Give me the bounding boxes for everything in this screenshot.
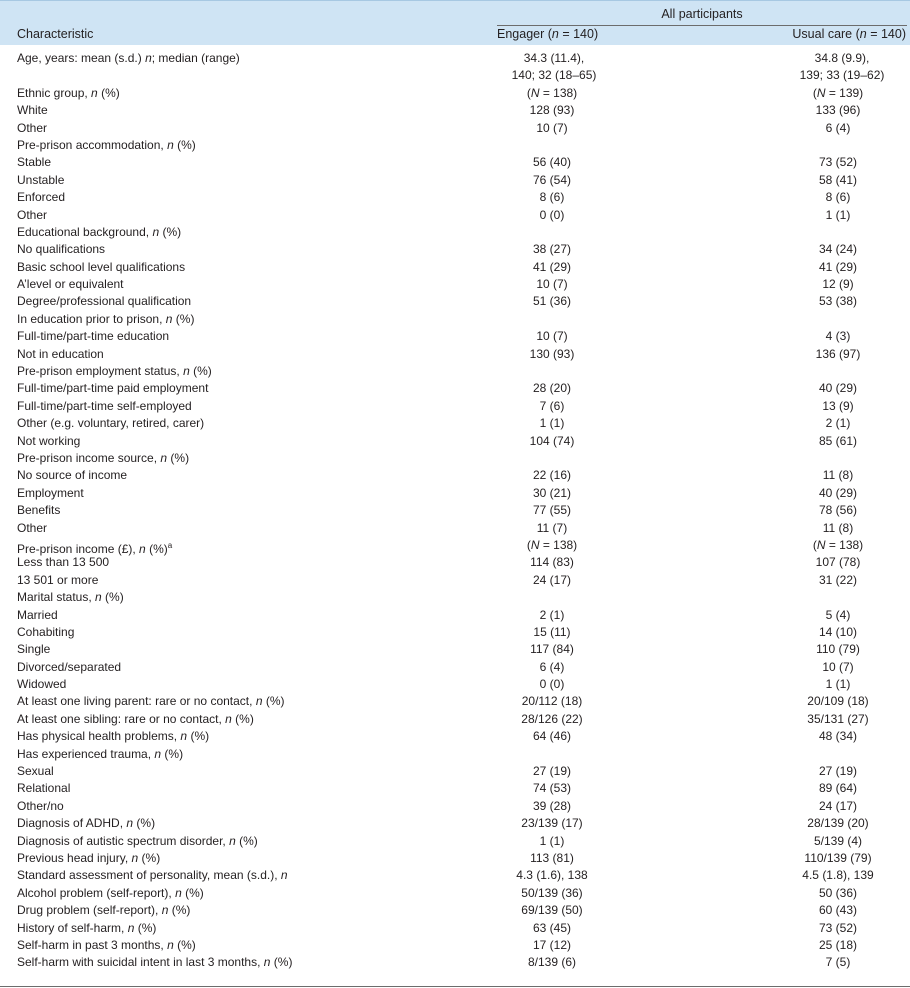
table-row xyxy=(0,224,910,241)
cell-engager: 22 (16) xyxy=(532,468,572,483)
row-label: Less than 13 500 xyxy=(17,555,110,570)
cell-usual-care: 13 (9) xyxy=(822,398,854,413)
table-row xyxy=(0,415,910,432)
cell-engager: (N = 138) xyxy=(526,537,578,552)
table-row xyxy=(0,537,910,554)
cell-usual-care: 34 (24) xyxy=(818,242,858,257)
group-header: All participants xyxy=(661,7,743,21)
table-row xyxy=(0,346,910,363)
table-row xyxy=(0,659,910,676)
cell-engager: 15 (11) xyxy=(533,624,571,639)
cell-engager: 41 (29) xyxy=(532,259,572,274)
cell-engager: 1 (1) xyxy=(539,833,565,848)
row-label: Previous head injury, n (%) xyxy=(17,850,161,865)
row-label: Not in education xyxy=(17,346,104,361)
row-label: Employment xyxy=(17,485,84,500)
cell-engager: 8 (6) xyxy=(539,190,565,205)
row-label: Marital status, n (%) xyxy=(17,590,124,605)
table-row xyxy=(0,363,910,380)
cell-usual-care: 50 (36) xyxy=(818,885,858,900)
table-row xyxy=(0,276,910,293)
cell-engager: 6 (4) xyxy=(539,659,565,674)
cell-engager: 17 (12) xyxy=(532,937,572,952)
row-label: Ethnic group, n (%) xyxy=(17,85,120,100)
row-label: Full-time/part-time education xyxy=(17,329,170,344)
cell-usual-care: 28/139 (20) xyxy=(807,816,869,831)
table-row xyxy=(0,711,910,728)
table-row xyxy=(0,485,910,502)
row-label: Drug problem (self-report), n (%) xyxy=(17,903,191,918)
cell-usual-care: 27 (19) xyxy=(818,764,858,779)
cell-engager: 27 (19) xyxy=(532,764,572,779)
table-row xyxy=(0,920,910,937)
row-label: Sexual xyxy=(17,764,54,779)
cell-usual-care: 25 (18) xyxy=(818,937,858,952)
cell-usual-care: 11 (8) xyxy=(822,468,854,483)
cell-engager: 10 (7) xyxy=(536,329,568,344)
row-label: Diagnosis of ADHD, n (%) xyxy=(17,816,156,831)
cell-engager: 38 (27) xyxy=(532,242,572,257)
cell-usual-care: 53 (38) xyxy=(818,294,858,309)
row-label: Full-time/part-time paid employment xyxy=(17,381,209,396)
column-header-characteristic: Characteristic xyxy=(17,27,94,41)
row-label: Divorced/separated xyxy=(17,659,122,674)
table-row xyxy=(0,867,910,884)
cell-usual-care: 40 (29) xyxy=(818,381,858,396)
row-label: Alcohol problem (self-report), n (%) xyxy=(17,885,204,900)
cell-usual-care: 4 (3) xyxy=(825,329,851,344)
table-row xyxy=(0,763,910,780)
row-label: No source of income xyxy=(17,468,128,483)
row-label: Has physical health problems, n (%) xyxy=(17,729,210,744)
cell-engager: 50/139 (36) xyxy=(521,885,583,900)
cell-usual-care: 78 (56) xyxy=(818,503,858,518)
table-row xyxy=(0,50,910,85)
table-bottom-rule xyxy=(0,986,910,987)
table-row xyxy=(0,572,910,589)
table-row xyxy=(0,398,910,415)
cell-engager: 34.3 (11.4), 140; 32 (18–65) xyxy=(511,51,597,83)
row-label: Other xyxy=(17,120,48,135)
cell-engager: 28 (20) xyxy=(532,381,572,396)
table-row xyxy=(0,728,910,745)
cell-engager: 0 (0) xyxy=(539,207,565,222)
row-label: Self-harm in past 3 months, n (%) xyxy=(17,937,196,952)
cell-engager: 10 (7) xyxy=(536,277,568,292)
cell-engager: (N = 138) xyxy=(526,85,578,100)
table-row xyxy=(0,328,910,345)
row-label: Relational xyxy=(17,781,71,796)
row-label: Full-time/part-time self-employed xyxy=(17,398,192,413)
cell-engager: 10 (7) xyxy=(536,120,568,135)
row-label: Not working xyxy=(17,433,81,448)
table-row xyxy=(0,798,910,815)
table-row xyxy=(0,293,910,310)
row-label: Other xyxy=(17,207,48,222)
row-label: White xyxy=(17,103,48,118)
cell-usual-care: 6 (4) xyxy=(825,120,851,135)
table-row xyxy=(0,154,910,171)
cell-engager: 56 (40) xyxy=(532,155,572,170)
table-row xyxy=(0,641,910,658)
cell-engager: 0 (0) xyxy=(539,677,565,692)
cell-engager: 69/139 (50) xyxy=(521,903,583,918)
column-header-engager: Engager (n = 140) xyxy=(497,27,599,41)
row-label: At least one sibling: rare or no contact, n (%) xyxy=(17,711,254,726)
cell-usual-care: 85 (61) xyxy=(818,433,858,448)
group-header-rule xyxy=(497,25,907,26)
cell-usual-care: 35/131 (27) xyxy=(807,711,869,726)
cell-usual-care: 48 (34) xyxy=(818,729,858,744)
row-label: Standard assessment of personality, mean (s.d.), n xyxy=(17,868,288,883)
cell-usual-care: 14 (10) xyxy=(818,624,858,639)
row-label: Unstable xyxy=(17,172,65,187)
row-label: Basic school level qualifications xyxy=(17,259,186,274)
row-label: Single xyxy=(17,642,51,657)
table-row xyxy=(0,311,910,328)
cell-usual-care: 2 (1) xyxy=(825,416,851,431)
row-label: A’level or equivalent xyxy=(17,277,124,292)
table-row xyxy=(0,885,910,902)
row-label: Stable xyxy=(17,155,52,170)
cell-usual-care: 34.8 (9.9), 139; 33 (19–62) xyxy=(799,51,885,83)
cell-usual-care: 107 (78) xyxy=(815,555,861,570)
cell-engager: 104 (74) xyxy=(529,433,575,448)
table-header xyxy=(0,0,910,45)
cell-usual-care: 24 (17) xyxy=(818,798,858,813)
row-label: Cohabiting xyxy=(17,624,75,639)
cell-engager: 76 (54) xyxy=(532,172,572,187)
table-row xyxy=(0,137,910,154)
row-label: Other/no xyxy=(17,798,64,813)
cell-usual-care: 40 (29) xyxy=(818,485,858,500)
cell-usual-care: 73 (52) xyxy=(818,920,858,935)
cell-usual-care: 1 (1) xyxy=(825,207,851,222)
row-label: Other (e.g. voluntary, retired, carer) xyxy=(17,416,205,431)
row-label: Widowed xyxy=(17,677,67,692)
cell-engager: 24 (17) xyxy=(532,572,572,587)
cell-engager: 2 (1) xyxy=(539,607,565,622)
table-row xyxy=(0,259,910,276)
row-label: Pre-prison income source, n (%) xyxy=(17,451,190,465)
cell-engager: 74 (53) xyxy=(532,781,572,796)
cell-usual-care: 31 (22) xyxy=(818,572,858,587)
row-label: Age, years: mean (s.d.) n; median (range) xyxy=(17,51,240,65)
table-row xyxy=(0,850,910,867)
cell-engager: 51 (36) xyxy=(532,294,572,309)
row-label: Educational background, n (%) xyxy=(17,224,182,239)
cell-engager: 64 (46) xyxy=(532,729,572,744)
table-row xyxy=(0,189,910,206)
table-row xyxy=(0,450,910,467)
row-label: No qualifications xyxy=(17,242,106,257)
column-header-usual-care: Usual care (n = 140) xyxy=(792,27,906,41)
table-row xyxy=(0,780,910,797)
cell-engager: 11 (7) xyxy=(536,520,568,535)
cell-usual-care: 58 (41) xyxy=(818,172,858,187)
cell-usual-care: 41 (29) xyxy=(818,259,858,274)
row-label: History of self-harm, n (%) xyxy=(17,920,157,935)
cell-engager: 7 (6) xyxy=(539,398,565,413)
cell-usual-care: 5/139 (4) xyxy=(813,833,863,848)
row-label: At least one living parent: rare or no contact, n (%) xyxy=(17,694,285,709)
table-row xyxy=(0,380,910,397)
cell-usual-care: 11 (8) xyxy=(822,520,854,535)
cell-usual-care: 10 (7) xyxy=(822,659,854,674)
table-row xyxy=(0,433,910,450)
table-row xyxy=(0,102,910,119)
cell-engager: 30 (21) xyxy=(532,485,572,500)
cell-usual-care: 5 (4) xyxy=(825,607,851,622)
cell-usual-care: (N = 138) xyxy=(812,537,864,552)
cell-usual-care: 110 (79) xyxy=(816,642,860,657)
table-row xyxy=(0,85,910,102)
table-row xyxy=(0,554,910,571)
table-row xyxy=(0,207,910,224)
cell-usual-care: 60 (43) xyxy=(818,903,858,918)
cell-usual-care: 12 (9) xyxy=(822,277,854,292)
table-row xyxy=(0,589,910,606)
table-row xyxy=(0,120,910,137)
row-label: Other xyxy=(17,520,48,535)
cell-engager: 130 (93) xyxy=(529,346,575,361)
row-label: Diagnosis of autistic spectrum disorder, n (%) xyxy=(17,833,258,848)
row-label: Married xyxy=(17,607,58,622)
cell-usual-care: 4.5 (1.8), 139 xyxy=(802,868,874,883)
cell-engager: 128 (93) xyxy=(529,103,575,118)
table-row xyxy=(0,693,910,710)
cell-usual-care: 136 (97) xyxy=(815,346,861,361)
row-label: 13 501 or more xyxy=(17,572,99,587)
cell-engager: 23/139 (17) xyxy=(521,816,583,831)
table-row xyxy=(0,937,910,954)
cell-usual-care: 110/139 (79) xyxy=(804,850,872,865)
cell-engager: 4.3 (1.6), 138 xyxy=(516,868,588,883)
cell-engager: 77 (55) xyxy=(532,503,572,518)
cell-engager: 1 (1) xyxy=(539,416,565,431)
cell-engager: 28/126 (22) xyxy=(521,711,583,726)
cell-usual-care: 1 (1) xyxy=(825,677,851,692)
row-label: Degree/professional qualification xyxy=(17,294,192,309)
cell-usual-care: 133 (96) xyxy=(815,103,861,118)
cell-usual-care: (N = 139) xyxy=(812,85,864,100)
table-row xyxy=(0,833,910,850)
cell-usual-care: 73 (52) xyxy=(818,155,858,170)
table-row xyxy=(0,502,910,519)
row-label: Benefits xyxy=(17,503,61,518)
cell-engager: 20/112 (18) xyxy=(521,694,583,709)
table-row xyxy=(0,954,910,971)
row-label: In education prior to prison, n (%) xyxy=(17,311,195,326)
row-label: Enforced xyxy=(17,190,66,205)
table-body xyxy=(0,50,910,972)
cell-engager: 114 (83) xyxy=(530,555,574,570)
cell-engager: 39 (28) xyxy=(532,798,572,813)
row-label: Self-harm with suicidal intent in last 3 months, n (%) xyxy=(17,955,293,970)
cell-usual-care: 89 (64) xyxy=(818,781,858,796)
table-row xyxy=(0,746,910,763)
row-label: Pre-prison accommodation, n (%) xyxy=(17,137,196,152)
table-row xyxy=(0,172,910,189)
table-row xyxy=(0,902,910,919)
cell-engager: 113 (81) xyxy=(530,850,574,865)
cell-engager: 63 (45) xyxy=(532,920,572,935)
table-row xyxy=(0,467,910,484)
row-label: Pre-prison employment status, n (%) xyxy=(17,364,212,379)
row-label: Pre-prison income (£), n (%)$^a$ xyxy=(17,540,173,556)
cell-engager: 8/139 (6) xyxy=(527,955,577,970)
table-row xyxy=(0,520,910,537)
row-label: Has experienced trauma, n (%) xyxy=(17,746,184,761)
cell-engager: 117 (84) xyxy=(530,642,574,657)
table-row xyxy=(0,607,910,624)
table-row xyxy=(0,624,910,641)
cell-usual-care: 7 (5) xyxy=(825,955,851,970)
table-row xyxy=(0,241,910,258)
cell-usual-care: 8 (6) xyxy=(825,190,851,205)
table-row xyxy=(0,676,910,693)
cell-usual-care: 20/109 (18) xyxy=(807,694,869,709)
table-row xyxy=(0,815,910,832)
